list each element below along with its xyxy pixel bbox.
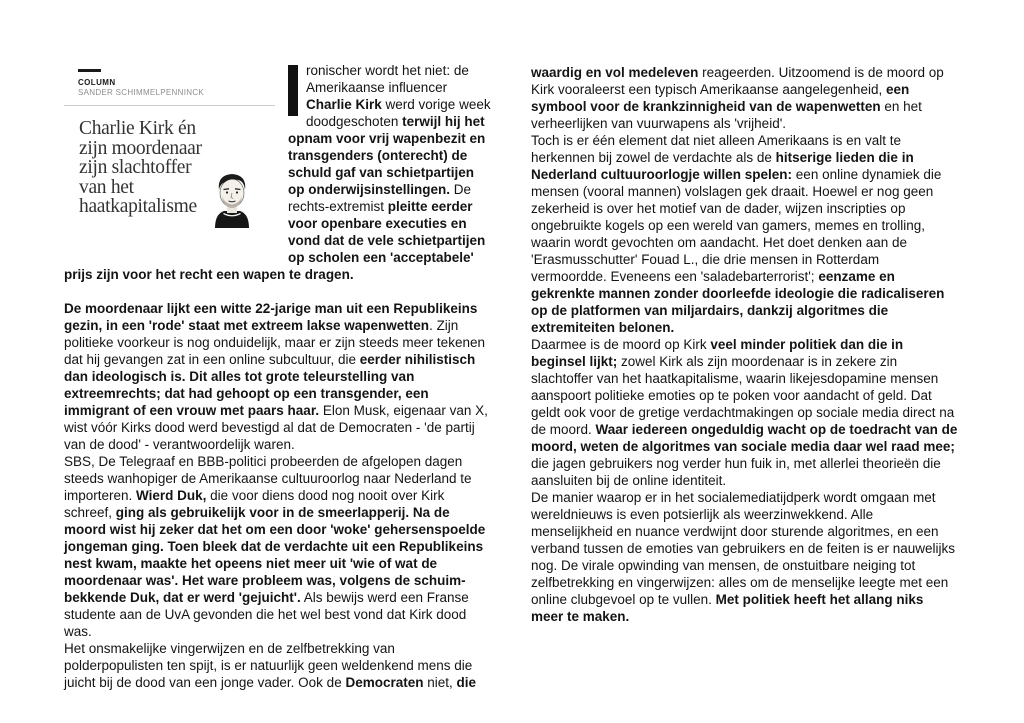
text-run: Als bewijs werd een Franse studente aan de UvA gevonden die het wel best vond dat Kirk dood was. xyxy=(64,590,469,639)
bold-text-run: terwijl hij het opnam voor vrij wapenbezit en transgenders (onterecht) de schuld gaf van schietpartijen op onderwijsinstellingen. xyxy=(288,114,486,197)
bold-text-run: veel minder politiek dan die in beginsel lijkt; xyxy=(531,337,904,369)
article-paragraph xyxy=(64,300,491,453)
bold-text-run: Met politiek heeft het allang niks meer te maken. xyxy=(531,592,924,624)
text-run: werd vorige week doodgeschoten xyxy=(306,97,491,129)
bold-text-run: Charlie Kirk xyxy=(306,97,382,112)
text-run: reageerden. Uitzoomend is de moord op Kirk vooraleerst een typisch Amerikaanse aangelegenheid, xyxy=(531,65,944,97)
article-paragraph xyxy=(64,640,491,691)
article-paragraph xyxy=(531,132,958,336)
bold-text-run: Democraten xyxy=(345,675,424,690)
text-run: SBS, De Telegraaf en BBB-politici probeerden de afgelopen dagen steeds wanhopiger de Amerikaanse cultuuroorlog naar Nederland te importeren. xyxy=(64,454,472,503)
bold-text-run: eenzame en gekrenkte mannen zonder doorleefde ideologie die radicaliseren op de platformen van miljardairs, dankzij algoritmes die extremiteiten belonen. xyxy=(531,269,945,335)
text-run: die jagen gebruikers nog verder hun fuik in, met allerlei theorieën die aansluiten bij de online identiteit. xyxy=(531,456,941,488)
article-paragraph xyxy=(531,64,958,132)
bold-text-run: De moordenaar lijkt een witte 22-jarige man uit een Republikeins gezin, in een 'rode' staat met extreem lakse wapenwetten xyxy=(64,301,478,333)
right-column-body xyxy=(531,64,958,625)
article-paragraph xyxy=(531,336,958,489)
column-masthead xyxy=(64,62,288,256)
masthead-divider xyxy=(64,105,275,106)
text-run: De manier waarop er in het socialemediatijdperk wordt omgaan met wereldnieuws is even potsierlijk als weerzinwekkend. Alle menselijkheid en nuance verdwijnt door sturende algoritmes, en een verband tussen de emoties van gebruikers en de feiten is er nauwelijks nog. De virale opwinding van mensen, de onstuitbare neiging tot zelfbetrekking en vingerwijzen: alles om de menselijke leegte met een online clubgevoel op te vullen. xyxy=(531,490,955,607)
headline-line: Charlie Kirk én xyxy=(79,118,196,139)
bold-text-run: die xyxy=(456,675,477,690)
article-paragraph xyxy=(64,453,491,640)
bold-text-run: pleitte eerder voor openbare executies en vond dat de vele schietpartijen op scholen een 'acceptabele' prijs zijn voor het recht een wapen te dragen. xyxy=(64,199,486,282)
text-run: en het verheerlijken van vuurwapens als 'vrijheid'. xyxy=(531,99,922,131)
headline-line: haatkapitalisme xyxy=(79,196,197,217)
text-run: zowel Kirk als zijn moordenaar is in zekere zin slachtoffer van het haatkapitalisme, waarin likejesdopamine mensen aanspoort politieke emoties op te poken voor aandacht of geld. Dat geldt ook voor de gretige verdachtmakingen op sociale media direct na de moord. xyxy=(531,354,955,437)
article-right-column xyxy=(531,64,958,625)
bold-text-run: Wierd Duk, xyxy=(136,488,207,503)
text-run: Toch is er één element dat niet alleen Amerikaans is en valt te herkennen bij zowel de verdachte als de xyxy=(531,133,901,165)
column-kicker: COLUMN xyxy=(78,78,116,87)
kicker-bar xyxy=(78,69,101,72)
bold-text-run: waardig en vol medeleven xyxy=(531,65,699,80)
text-run: De rechts-extremist xyxy=(288,182,472,214)
author-portrait-sketch-icon xyxy=(210,170,254,228)
left-column-body xyxy=(64,300,491,691)
article-left-column xyxy=(64,62,491,691)
bold-text-run: eerder nihilistisch dan ideologisch is. Dit alles tot grote teleurstelling van extreemrechts; dat had gehoopt op een transgender, een immigrant of een vrouw met paars haar. xyxy=(64,352,476,418)
drop-cap xyxy=(288,65,298,116)
headline-line: van het xyxy=(79,176,134,198)
text-run: een online dynamiek die mensen (vooral mannen) volslagen gek draait. Hoewel er nog geen zekerheid is over het motief van de dader, wijzen inscripties op ongebruikte kogels op een wereld van gamers, memes en trolling, waarin wordt gevochten om aandacht. Het doet denken aan de 'Erasmusschutter' Fouad L., die drie mensen in Rotterdam vermoordde. Eveneens een 'saladebarterrorist'; xyxy=(531,167,942,284)
text-run: niet, xyxy=(423,675,457,690)
author-portrait xyxy=(210,170,254,228)
author-name: SANDER SCHIMMELPENNINCK xyxy=(78,88,205,97)
text-run: Daarmee is de moord op Kirk xyxy=(531,337,711,352)
bold-text-run: ging als gebruikelijk voor in de smeerlapperij. Na de moord wist hij zeker dat het om een door 'woke' gehersenspoelde jongeman ging. Toen bleek dat de verdachte uit een Republikeins nest kwam, maakte het opeens niet meer uit 'wie of wat de moordenaar was'. Het ware probleem was, volgens de schuim-bekkende Duk, dat er werd 'gejuicht'. xyxy=(64,505,486,605)
text-run: Het onsmakelijke vingerwijzen en de zelfbetrekking van polderpopulisten ten spijt, is er natuurlijk geen weldenkend mens die juicht bij de dood van een jonge vader. Ook de xyxy=(64,641,473,690)
bold-text-run: een symbool voor de krankzinnigheid van de wapenwetten xyxy=(531,82,910,114)
text-run: . Zijn politieke voorkeur is nog onduidelijk, maar er zijn steeds meer tekenen dat hij gevangen zat in een online subcultuur, die xyxy=(64,318,485,367)
headline-line: zijn moordenaar xyxy=(79,137,202,159)
bold-text-run: Waar iedereen ongeduldig wacht op de toedracht van de moord, weten de algoritmes van sociale media daar wel raad mee; xyxy=(531,422,958,454)
headline-line: zijn slachtoffer xyxy=(79,157,192,178)
bold-text-run: hitserige lieden die in Nederland cultuuroorlogje willen spelen: xyxy=(531,150,914,182)
text-run: ronischer wordt het niet: de Amerikaanse influencer xyxy=(306,63,469,95)
text-run: die voor diens dood nog nooit over Kirk schreef, xyxy=(64,488,445,520)
article-paragraph xyxy=(531,489,958,625)
text-run: Elon Musk, eigenaar van X, wist vóór Kirks dood werd bevestigd al dat de Democraten - 'de partij van de dood' - verantwoordelijk waren. xyxy=(64,403,488,452)
